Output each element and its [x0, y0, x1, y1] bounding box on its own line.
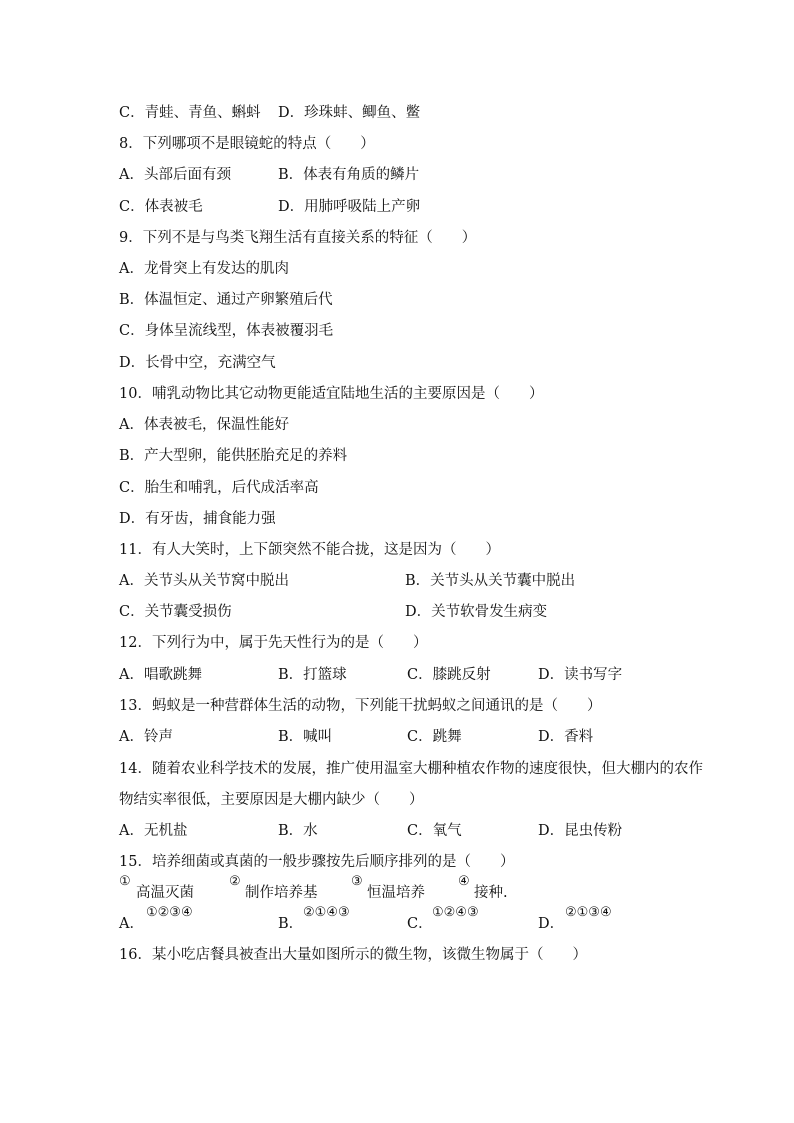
- q10-option-b: B．产大型卵，能供胚胎充足的养料: [119, 448, 348, 464]
- q14-option-c: C．氧气: [407, 823, 462, 839]
- q15-step1-text: 高温灭菌: [136, 885, 194, 901]
- q14-stem: 14．随着农业科学技术的发展，推广使用温室大棚种植农作物的速度很快，但大棚内的农作: [119, 761, 703, 777]
- q14-option-d: D．昆虫传粉: [538, 823, 623, 839]
- q12-option-d: D．读书写字: [538, 667, 623, 683]
- q13-option-b: B．喊叫: [278, 729, 333, 745]
- q15-step2-text: 制作培养基: [245, 885, 318, 901]
- q15-step1-number: ①: [119, 874, 131, 889]
- q10-stem: 10．哺乳动物比其它动物更能适宜陆地生活的主要原因是（ ）: [119, 386, 544, 402]
- q10-option-a: A．体表被毛，保温性能好: [119, 417, 289, 433]
- q12-option-c: C．膝跳反射: [407, 667, 491, 683]
- q15-option-a-letter: A．: [119, 916, 144, 932]
- q13-option-d: D．香料: [538, 729, 594, 745]
- q15-option-c-seq: ①②④③: [432, 905, 479, 920]
- q15-step4-text: 接种.: [474, 885, 508, 901]
- q11-option-d: D．关节软骨发生病变: [405, 604, 548, 620]
- q9-option-a: A．龙骨突上有发达的肌肉: [119, 261, 289, 277]
- q14-option-a: A．无机盐: [119, 823, 188, 839]
- q8-stem: 8．下列哪项不是眼镜蛇的特点（ ）: [119, 136, 375, 152]
- q15-step2-number: ②: [229, 874, 241, 889]
- q13-option-a: A．铃声: [119, 729, 173, 745]
- q15-option-b-seq: ②①④③: [303, 905, 350, 920]
- q8-option-d: D．用肺呼吸陆上产卵: [278, 199, 421, 215]
- q15-step3-number: ③: [351, 874, 363, 889]
- q12-option-b: B．打篮球: [278, 667, 347, 683]
- q13-stem: 13．蚂蚁是一种营群体生活的动物，下列能干扰蚂蚁之间通讯的是（ ）: [119, 698, 602, 714]
- q11-option-a: A．关节头从关节窝中脱出: [119, 573, 289, 589]
- q11-stem: 11．有人大笑时，上下颌突然不能合拢，这是因为（ ）: [119, 542, 500, 558]
- q14-option-b: B．水: [278, 823, 318, 839]
- q7-option-c: C．青蛙、青鱼、蝌蚪: [119, 105, 261, 121]
- q15-stem: 15．培养细菌或真菌的一般步骤按先后顺序排列的是（ ）: [119, 854, 515, 870]
- q8-option-a: A．头部后面有颈: [119, 167, 231, 183]
- q9-option-d: D．长骨中空，充满空气: [119, 355, 276, 371]
- q12-stem: 12．下列行为中，属于先天性行为的是（ ）: [119, 635, 428, 651]
- q15-option-b-letter: B．: [278, 916, 304, 932]
- q7-option-d: D．珍珠蚌、鲫鱼、鳖: [278, 105, 421, 121]
- q16-stem: 16．某小吃店餐具被查出大量如图所示的微生物，该微生物属于（ ）: [119, 947, 587, 963]
- q15-option-d-letter: D．: [538, 916, 565, 932]
- q13-option-c: C．跳舞: [407, 729, 462, 745]
- q10-option-d: D．有牙齿，捕食能力强: [119, 511, 276, 527]
- q15-option-c-letter: C．: [407, 916, 433, 932]
- q9-stem: 9．下列不是与鸟类飞翔生活有直接关系的特征（ ）: [119, 230, 477, 246]
- q15-option-d-seq: ②①③④: [565, 905, 612, 920]
- q9-option-c: C．身体呈流线型，体表被覆羽毛: [119, 323, 334, 339]
- q15-step3-text: 恒温培养: [367, 885, 425, 901]
- q11-option-b: B．关节头从关节囊中脱出: [405, 573, 576, 589]
- q8-option-c: C．体表被毛: [119, 199, 203, 215]
- q15-step4-number: ④: [458, 874, 470, 889]
- q8-option-b: B．体表有角质的鳞片: [278, 167, 420, 183]
- q15-option-a-seq: ①②③④: [146, 905, 193, 920]
- q11-option-c: C．关节囊受损伤: [119, 604, 232, 620]
- q12-option-a: A．唱歌跳舞: [119, 667, 202, 683]
- q10-option-c: C．胎生和哺乳，后代成活率高: [119, 480, 319, 496]
- q9-option-b: B．体温恒定、通过产卵繁殖后代: [119, 292, 333, 308]
- q14-stem-line2: 物结实率很低，主要原因是大棚内缺少（ ）: [119, 792, 424, 808]
